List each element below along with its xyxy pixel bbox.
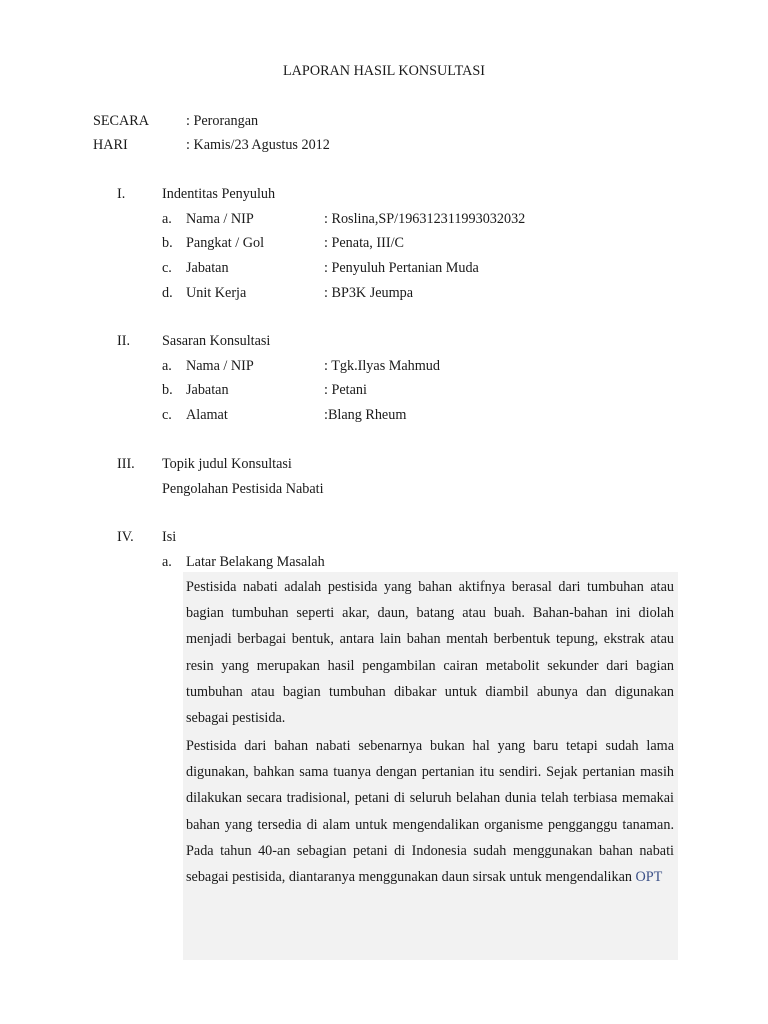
field-value-pangkat: : Penata, III/C [324,235,404,251]
list-item-letter: a. [162,358,172,374]
list-item-letter: b. [162,235,173,251]
section-2-number: II. [117,333,130,349]
list-item-letter: d. [162,285,173,301]
field-label-alamat: Alamat [186,407,228,423]
section-1-heading: Indentitas Penyuluh [162,186,276,202]
field-value-alamat: :Blang Rheum [324,407,407,423]
section-1-number: I. [117,186,126,202]
paragraph-1 [186,574,674,731]
field-label-jabatan: Jabatan [186,260,229,276]
section-4-number: IV. [117,529,134,545]
page-title: LAPORAN HASIL KONSULTASI [283,63,485,79]
list-item-letter: a. [162,211,172,227]
section-3-number: III. [117,456,135,472]
field-label-nama-nip: Nama / NIP [186,211,254,227]
field-value-jabatan: : Petani [324,382,367,398]
paragraph-2 [186,733,674,890]
hari-label: HARI [93,137,128,153]
paragraph-2-text: Pestisida dari bahan nabati sebenarnya bukan hal yang baru tetapi sudah lama digunakan, bahkan sama tuanya dengan pertanian itu sendiri. Sejak pertanian masih dilakukan secara tradisional, petani di seluruh belahan dunia telah terbiasa memakai bahan yang tersedia di alam untuk mengendalikan organisme pengganggu tanaman. Pada tahun 40-an sebagian petani di Indonesia sudah menggunakan bahan nabati sebagai pestisida, diantaranya menggunakan daun sirsak untuk mengendalikan [186,738,674,886]
hari-value: : Kamis/23 Agustus 2012 [186,137,330,153]
section-2-heading: Sasaran Konsultasi [162,333,271,349]
field-value-jabatan: : Penyuluh Pertanian Muda [324,260,479,276]
section-4-heading: Isi [162,529,177,545]
field-value-unit-kerja: : BP3K Jeumpa [324,285,414,301]
consultation-topic: Pengolahan Pestisida Nabati [162,481,324,497]
field-label-pangkat: Pangkat / Gol [186,235,265,251]
secara-label: SECARA [93,113,149,129]
subsection-letter: a. [162,554,172,570]
list-item-letter: c. [162,407,172,423]
field-value-nama-nip: : Roslina,SP/196312311993032032 [324,211,526,227]
section-3-heading: Topik judul Konsultasi [162,456,292,472]
field-label-jabatan: Jabatan [186,382,229,398]
field-value-nama-nip: : Tgk.Ilyas Mahmud [324,358,440,374]
field-label-nama-nip: Nama / NIP [186,358,254,374]
secara-value: : Perorangan [186,113,259,129]
opt-link[interactable]: OPT [635,869,663,886]
list-item-letter: b. [162,382,173,398]
paragraph-1-text: Pestisida nabati adalah pestisida yang bahan aktifnya berasal dari tumbuhan atau bagian tumbuhan seperti akar, daun, batang atau buah. Bahan-bahan ini diolah menjadi berbagai bentuk, antara lain bahan mentah berbentuk tepung, ekstrak atau resin yang merupakan hasil pengambilan cairan metabolit sekunder dari bagian tumbuhan atau bagian tumbuhan dibakar untuk diambil abunya dan digunakan sebagai pestisida. [186,579,674,727]
subsection-heading: Latar Belakang Masalah [186,554,325,570]
list-item-letter: c. [162,260,172,276]
field-label-unit-kerja: Unit Kerja [186,285,247,301]
